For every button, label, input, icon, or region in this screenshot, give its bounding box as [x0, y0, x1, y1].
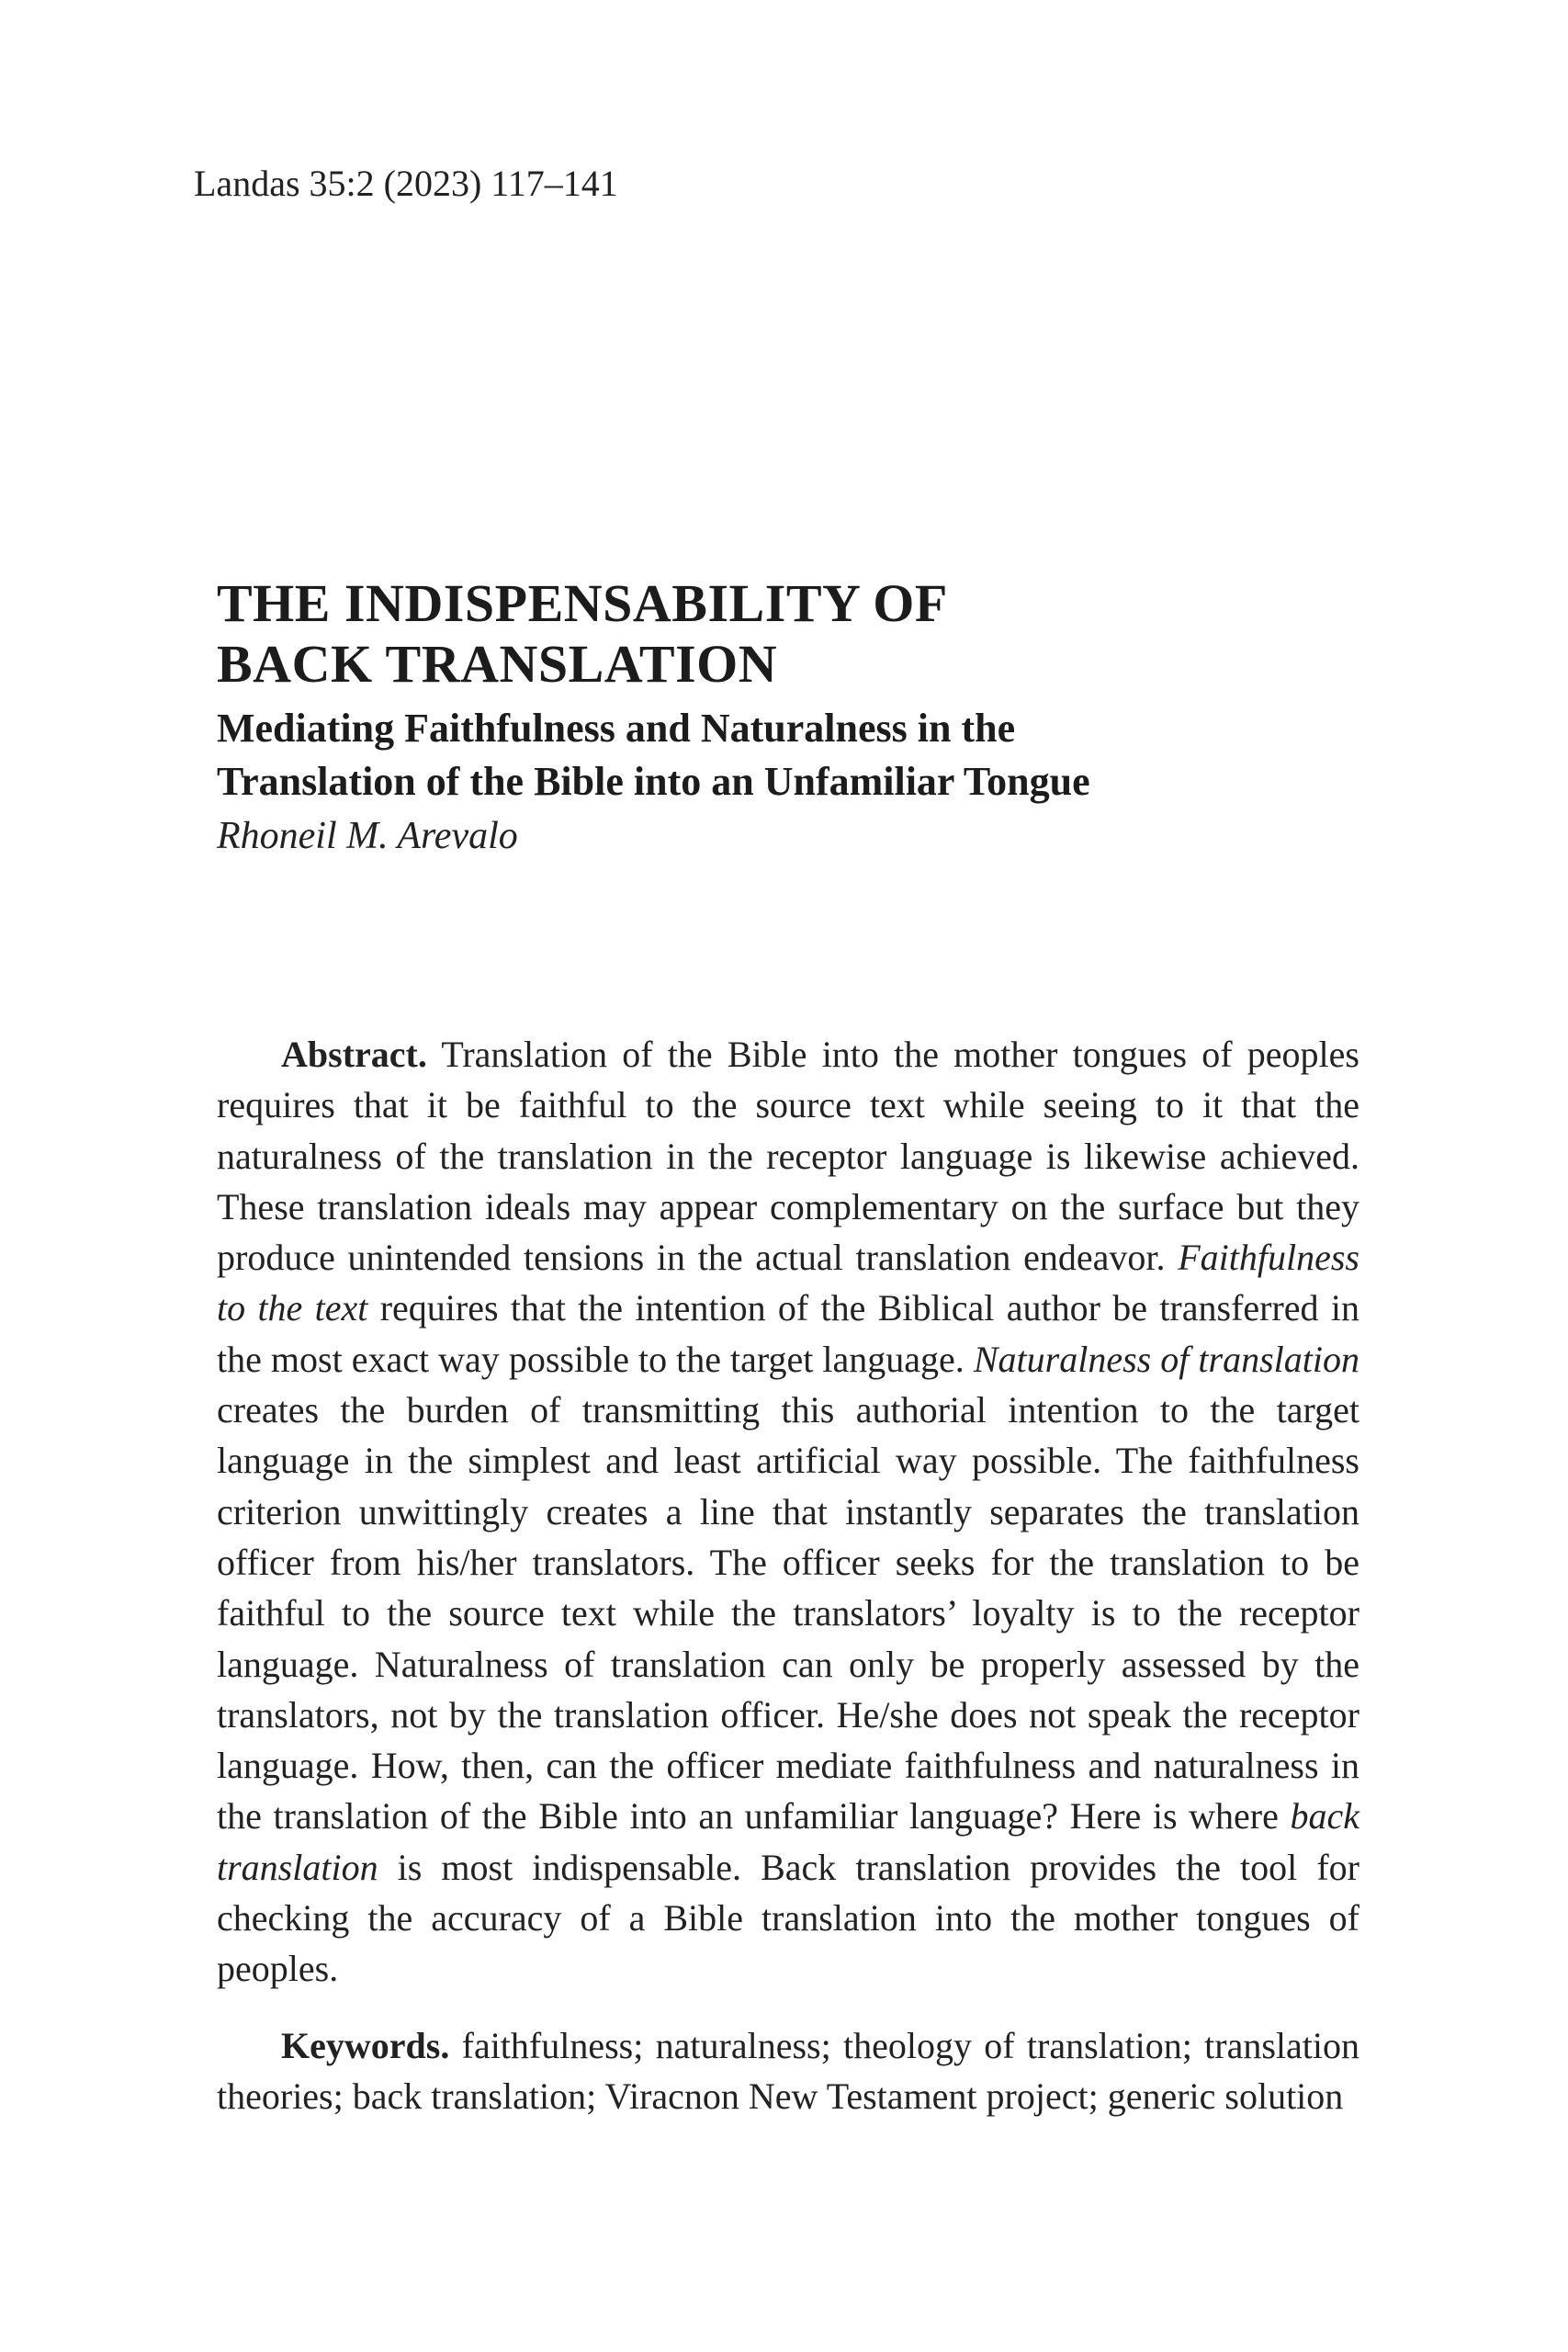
keywords-text: faithfulness; naturalness; theology of translation; translation theories; back translation; Viracnon New Testament project; generic solution	[217, 2024, 1359, 2117]
title-block	[217, 573, 1365, 860]
abstract-label: Abstract.	[281, 1034, 427, 1075]
running-head: Landas 35:2 (2023) 117–141	[194, 163, 618, 204]
keywords-paragraph	[217, 2020, 1359, 2122]
article-subtitle-line-2: Translation of the Bible into an Unfamiliar Tongue	[217, 759, 1090, 804]
abstract-block	[217, 1029, 1359, 2121]
article-subtitle-line-1: Mediating Faithfulness and Naturalness in the	[217, 706, 1016, 751]
article-subtitle	[217, 702, 1365, 808]
article-title-line-1: THE INDISPENSABILITY OF	[217, 573, 948, 633]
abstract-emphasis-naturalness: Naturalness of translation	[973, 1338, 1360, 1380]
article-title-line-2: BACK TRANSLATION	[217, 634, 778, 694]
abstract-emphasis-back-translation: back translation	[217, 1795, 1359, 1888]
abstract-text-1: Translation of the Bible into the mother tongues of peoples requires that it be faithful to the source text while seeing to it that the naturalness of the translation in the receptor language is likewise achieved. These translation ideals may appear complementary on the surface but they produce unintended tensions in the actual translation endeavor.	[217, 1034, 1359, 1279]
abstract-emphasis-faithfulness: Faithfulness to the text	[217, 1237, 1359, 1329]
keywords-label: Keywords.	[281, 2024, 450, 2066]
abstract-text-2: requires that the intention of the Biblical author be transferred in the most exact way possible to the target language.	[217, 1287, 1359, 1380]
article-title	[217, 573, 1365, 695]
abstract-text-4: is most indispensable. Back translation provides the tool for checking the accuracy of a Bible translation into the mother tongues of peoples.	[217, 1846, 1359, 1990]
abstract-text-3: creates the burden of transmitting this authorial intention to the target language in the simplest and least artificial way possible. The faithfulness criterion unwittingly creates a line that instantly separates the translation officer from his/her translators. The officer seeks for the translation to be faithful to the source text while the translators’ loyalty is to the receptor language. Naturalness of translation can only be properly assessed by the translators, not by the translation officer. He/she does not speak the receptor language. How, then, can the officer mediate faithfulness and naturalness in the translation of the Bible into an unfamiliar language? Here is where	[217, 1389, 1359, 1838]
abstract-paragraph	[217, 1029, 1359, 1995]
author-name: Rhoneil M. Arevalo	[217, 815, 518, 857]
